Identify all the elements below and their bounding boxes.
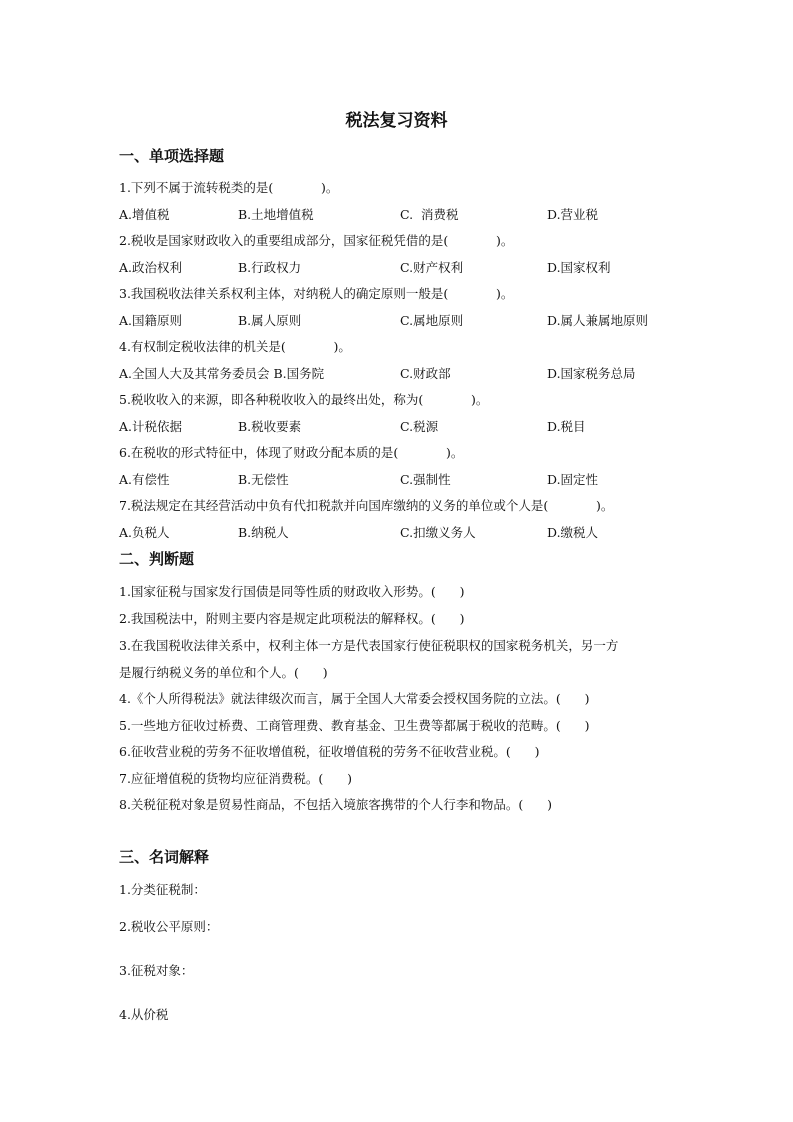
option-d: D.税目 [547, 419, 586, 434]
question-3: 3.我国税收法律关系权利主体，对纳税人的确定原则一般是( )。 [119, 286, 514, 301]
option-a: A.有偿性 [119, 472, 170, 487]
option-b: B.土地增值税 [238, 207, 314, 222]
question-2: 2.税收是国家财政收入的重要组成部分，国家征税凭借的是( )。 [119, 233, 514, 248]
question-6: 6.在税收的形式特征中，体现了财政分配本质的是( )。 [119, 445, 464, 460]
option-c: C.强制性 [400, 472, 451, 487]
section-heading-single-choice: 一、单项选择题 [119, 147, 225, 165]
tf-item-1: 1.国家征税与国家发行国债是同等性质的财政收入形势。( ) [119, 584, 465, 599]
option-c: C.财政部 [400, 366, 451, 381]
option-c: C.财产权利 [400, 260, 464, 275]
option-d: D.营业税 [547, 207, 599, 222]
tf-item-7: 7.应征增值税的货物均应征消费税。( ) [119, 771, 353, 786]
option-c: C.税源 [400, 419, 439, 434]
document-title: 税法复习资料 [345, 111, 448, 131]
tf-item-2: 2.我国税法中，附则主要内容是规定此项税法的解释权。( ) [119, 611, 465, 626]
option-b: B.税收要素 [238, 419, 302, 434]
option-c: C.属地原则 [400, 313, 464, 328]
option-c: C.扣缴义务人 [400, 525, 476, 540]
option-b: B.属人原则 [238, 313, 302, 328]
option-d: D.固定性 [547, 472, 599, 487]
definition-1: 1.分类征税制： [119, 882, 206, 897]
section-heading-definitions: 三、名词解释 [119, 848, 210, 866]
option-a-b: A.全国人大及其常务委员会 B.国务院 [119, 366, 325, 381]
tf-item-6: 6.征收营业税的劳务不征收增值税，征收增值税的劳务不征收营业税。( ) [119, 744, 540, 759]
option-b: B.行政权力 [238, 260, 302, 275]
option-b: B.纳税人 [238, 525, 289, 540]
tf-item-8: 8.关税征税对象是贸易性商品，不包括入境旅客携带的个人行李和物品。( ) [119, 797, 553, 812]
option-d: D.缴税人 [547, 525, 599, 540]
question-4: 4.有权制定税收法律的机关是( )。 [119, 339, 351, 354]
tf-item-3-cont: 是履行纳税义务的单位和个人。( ) [119, 665, 328, 680]
option-b: B.无偿性 [238, 472, 289, 487]
definition-3: 3.征税对象： [119, 963, 194, 978]
tf-item-5: 5.一些地方征收过桥费、工商管理费、教育基金、卫生费等都属于税收的范畴。( ) [119, 718, 590, 733]
option-d: D.属人兼属地原则 [547, 313, 649, 328]
definition-4: 4.从价税 [119, 1007, 169, 1022]
question-7: 7.税法规定在其经营活动中负有代扣税款并向国库缴纳的义务的单位或个人是( )。 [119, 498, 614, 513]
option-a: A.政治权利 [119, 260, 183, 275]
definition-2: 2.税收公平原则： [119, 919, 219, 934]
tf-item-3: 3.在我国税收法律关系中，权利主体一方是代表国家行使征税职权的国家税务机关，另一方 [119, 638, 619, 653]
option-d: D.国家权利 [547, 260, 611, 275]
tf-item-4: 4.《个人所得税法》就法律级次而言，属于全国人大常委会授权国务院的立法。( ) [119, 691, 590, 706]
section-heading-true-false: 二、判断题 [119, 550, 195, 568]
option-d: D.国家税务总局 [547, 366, 636, 381]
option-a: A.增值税 [119, 207, 170, 222]
option-a: A.国籍原则 [119, 313, 183, 328]
option-a: A.计税依据 [119, 419, 183, 434]
option-a: A.负税人 [119, 525, 170, 540]
question-1: 1.下列不属于流转税类的是( )。 [119, 180, 339, 195]
question-5: 5.税收收入的来源，即各种税收收入的最终出处，称为( )。 [119, 392, 489, 407]
option-c: C. 消费税 [400, 207, 459, 222]
